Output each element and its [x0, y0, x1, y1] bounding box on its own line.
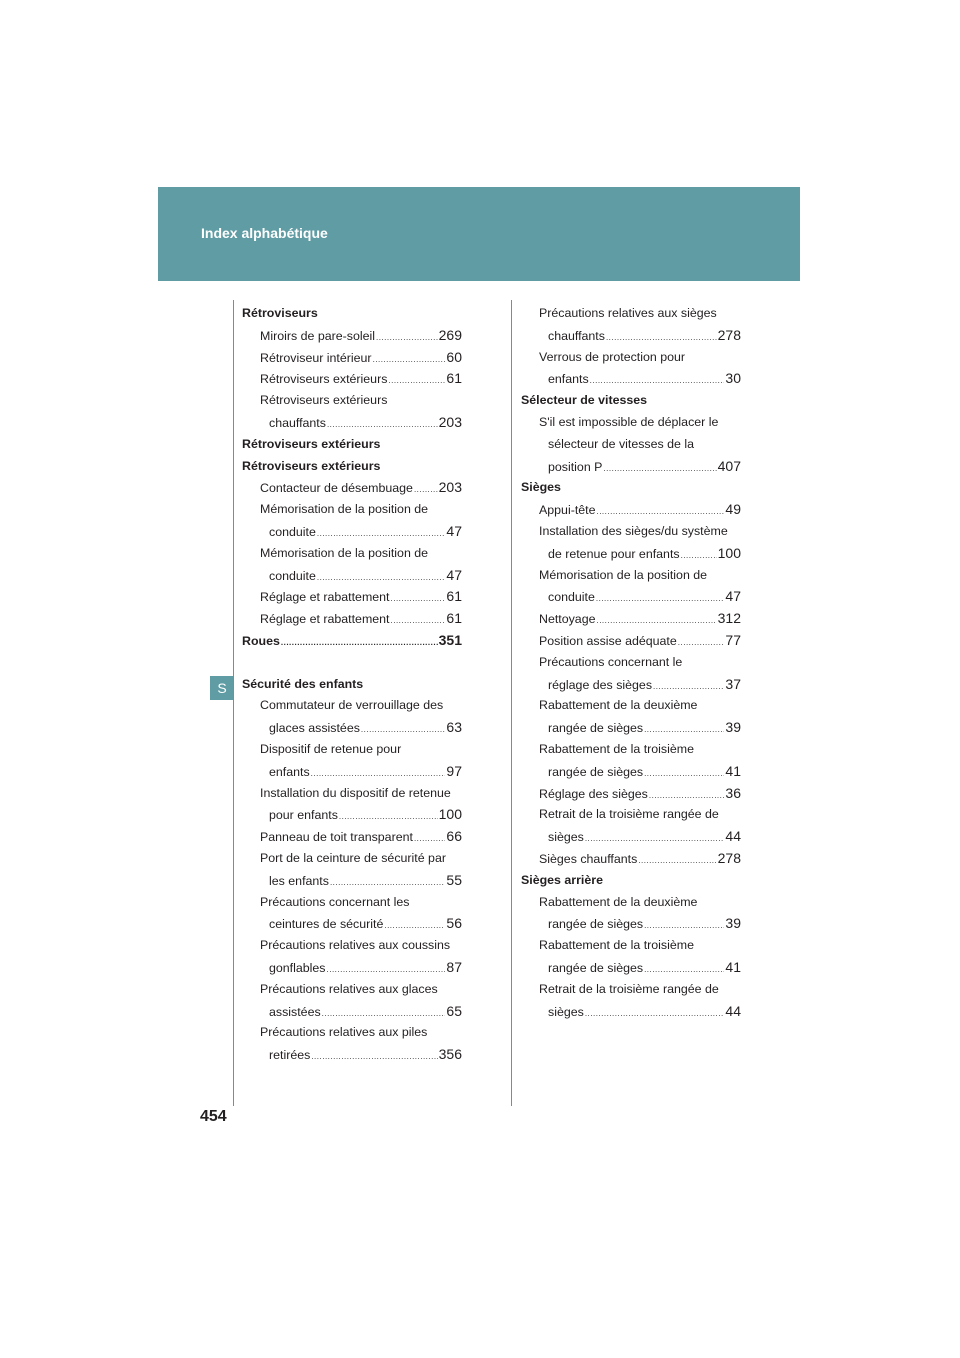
- index-entry[interactable]: Réglage et rabattement ..... 61: [242, 608, 462, 630]
- index-heading: Sécurité des enfants: [242, 676, 364, 691]
- column-divider-left: [233, 300, 234, 1106]
- index-entry[interactable]: Précautions relatives aux sièges chauffants ..... 278: [521, 303, 741, 347]
- header-banner: [158, 187, 800, 281]
- section-title: Index alphabétique: [201, 225, 328, 241]
- index-entry[interactable]: Verrous de protection pour enfants ..... 30: [521, 347, 741, 391]
- index-entry[interactable]: Panneau de toit transparent ..... 66: [242, 826, 462, 848]
- page-ref[interactable]: 41: [725, 762, 741, 779]
- section-letter-tab: S: [210, 676, 234, 700]
- index-heading: Rétroviseurs: [242, 306, 318, 320]
- index-heading: Rétroviseurs extérieurs: [242, 436, 381, 451]
- index-entry[interactable]: Nettoyage ..... 312: [521, 608, 741, 630]
- index-entry[interactable]: Retrait de la troisième rangée de sièges ..... 44: [521, 804, 741, 848]
- page-ref[interactable]: 41: [725, 958, 741, 975]
- index-entry[interactable]: Réglage des sièges ..... 36: [521, 783, 741, 805]
- page-ref[interactable]: 44: [725, 1002, 741, 1019]
- index-entry[interactable]: Rétroviseurs extérieurs chauffants ..... 203: [242, 390, 462, 434]
- page-ref[interactable]: 312: [717, 610, 741, 627]
- page-ref[interactable]: 203: [438, 413, 462, 430]
- index-heading: Sélecteur de vitesses: [521, 393, 648, 408]
- page-ref[interactable]: 100: [438, 806, 462, 823]
- index-heading: Rétroviseurs extérieurs: [242, 458, 381, 473]
- index-entry[interactable]: Mémorisation de la position de conduite ..... 47: [242, 543, 462, 587]
- page-ref[interactable]: 37: [725, 675, 741, 692]
- index-entry[interactable]: Rétroviseur intérieur ..... 60: [242, 347, 462, 369]
- page-ref[interactable]: 87: [446, 958, 462, 975]
- page-ref[interactable]: 49: [725, 501, 741, 518]
- page-ref[interactable]: 63: [446, 719, 462, 736]
- index-column-right: [521, 303, 741, 1022]
- index-entry[interactable]: Dispositif de retenue pour enfants ..... 97: [242, 739, 462, 783]
- index-entry[interactable]: Précautions concernant le réglage des sièges ..... 37: [521, 652, 741, 696]
- page-ref[interactable]: 55: [446, 871, 462, 888]
- index-entry[interactable]: Rétroviseurs extérieurs ..... 61: [242, 368, 462, 390]
- index-heading[interactable]: Roues ..... 351: [242, 630, 462, 652]
- index-heading: Sièges arrière: [521, 872, 603, 887]
- index-entry[interactable]: Installation du dispositif de retenue pour enfants ..... 100: [242, 783, 462, 827]
- index-entry[interactable]: Retrait de la troisième rangée de sièges ..... 44: [521, 979, 741, 1023]
- index-entry[interactable]: Mémorisation de la position de conduite ..... 47: [242, 499, 462, 543]
- page-ref[interactable]: 60: [446, 348, 462, 365]
- page-ref[interactable]: 97: [446, 762, 462, 779]
- page-ref[interactable]: 36: [725, 784, 741, 801]
- page-ref[interactable]: 61: [446, 370, 462, 387]
- page-ref[interactable]: 356: [438, 1046, 462, 1063]
- index-entry[interactable]: Rabattement de la deuxième rangée de sièges ..... 39: [521, 892, 741, 936]
- page-ref[interactable]: 278: [717, 849, 741, 866]
- page-ref[interactable]: 269: [438, 326, 462, 343]
- index-entry[interactable]: Rabattement de la troisième rangée de sièges ..... 41: [521, 935, 741, 979]
- page-ref[interactable]: 66: [446, 828, 462, 845]
- page-ref[interactable]: 47: [446, 522, 462, 539]
- page-ref[interactable]: 278: [717, 326, 741, 343]
- index-entry[interactable]: Précautions concernant les ceintures de sécurité ..... 56: [242, 892, 462, 936]
- page-ref[interactable]: 77: [725, 631, 741, 648]
- page-ref[interactable]: 100: [717, 544, 741, 561]
- page-ref[interactable]: 203: [438, 479, 462, 496]
- index-entry[interactable]: Installation des sièges/du système de retenue pour enfants ..... 100: [521, 521, 741, 565]
- page-ref[interactable]: 351: [438, 631, 462, 648]
- column-divider-right: [511, 300, 512, 1106]
- index-entry[interactable]: Miroirs de pare-soleil ..... 269: [242, 325, 462, 347]
- index-entry[interactable]: Précautions relatives aux piles retirées ..... 356: [242, 1022, 462, 1066]
- index-entry[interactable]: Précautions relatives aux coussins gonflables ..... 87: [242, 935, 462, 979]
- page-ref[interactable]: 44: [725, 828, 741, 845]
- index-entry[interactable]: Appui-tête ..... 49: [521, 499, 741, 521]
- index-column-left: [242, 303, 462, 1066]
- index-heading: Sièges: [521, 480, 561, 495]
- page-ref[interactable]: 65: [446, 1002, 462, 1019]
- index-entry[interactable]: Rabattement de la troisième rangée de sièges ..... 41: [521, 739, 741, 783]
- page-ref[interactable]: 56: [446, 915, 462, 932]
- index-entry[interactable]: Rabattement de la deuxième rangée de sièges ..... 39: [521, 695, 741, 739]
- index-entry[interactable]: Sièges chauffants ..... 278: [521, 848, 741, 870]
- index-entry[interactable]: Port de la ceinture de sécurité par les enfants ..... 55: [242, 848, 462, 892]
- page-ref[interactable]: 39: [725, 915, 741, 932]
- page-ref[interactable]: 407: [717, 457, 741, 474]
- page-ref[interactable]: 47: [725, 588, 741, 605]
- page-ref[interactable]: 47: [446, 566, 462, 583]
- index-entry[interactable]: Commutateur de verrouillage des glaces assistées ..... 63: [242, 695, 462, 739]
- index-entry[interactable]: Contacteur de désembuage ..... 203: [242, 477, 462, 499]
- page-ref[interactable]: 30: [725, 370, 741, 387]
- index-entry[interactable]: Position assise adéquate ..... 77: [521, 630, 741, 652]
- index-entry[interactable]: S'il est impossible de déplacer le sélecteur de vitesses de la position P ..... 407: [521, 412, 741, 477]
- page-number: 454: [200, 1108, 227, 1125]
- page-ref[interactable]: 61: [446, 610, 462, 627]
- index-entry[interactable]: Mémorisation de la position de conduite ..... 47: [521, 565, 741, 609]
- index-entry[interactable]: Réglage et rabattement ..... 61: [242, 586, 462, 608]
- page-ref[interactable]: 39: [725, 719, 741, 736]
- index-entry[interactable]: Précautions relatives aux glaces assistées ..... 65: [242, 979, 462, 1023]
- page-ref[interactable]: 61: [446, 588, 462, 605]
